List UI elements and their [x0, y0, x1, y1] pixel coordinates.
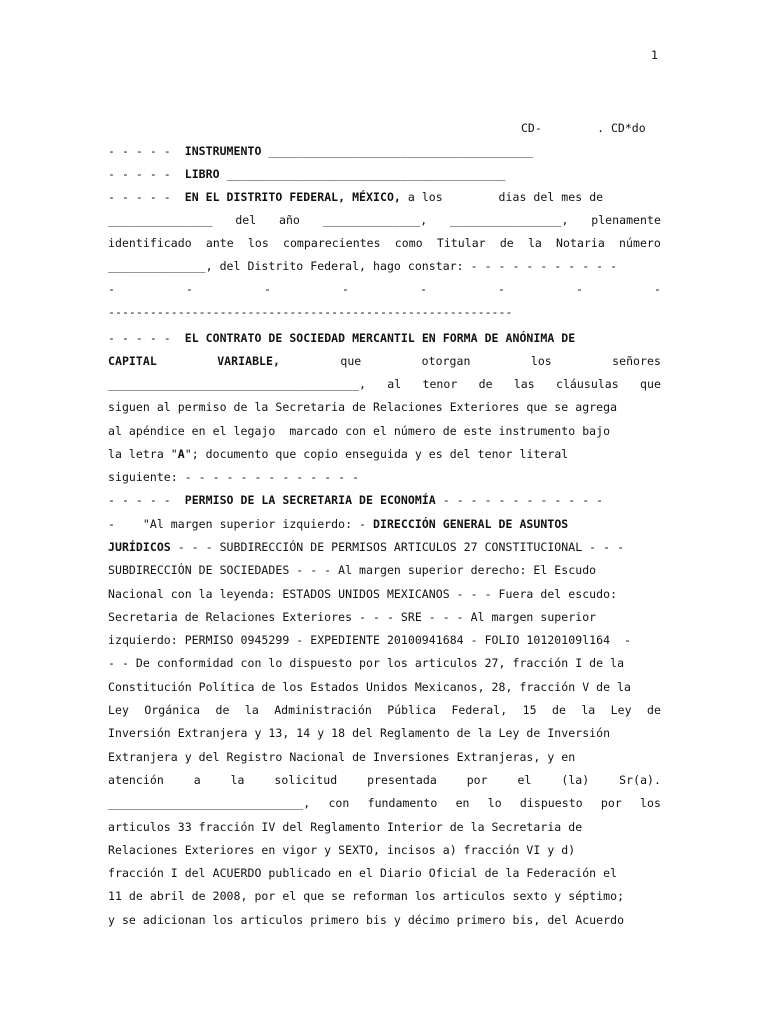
text-word: ____________________________________,: [108, 377, 367, 391]
header-code: CD- . CD*do: [521, 121, 646, 135]
text-word: (la): [561, 773, 590, 787]
text-line: [108, 656, 661, 670]
text-line: [108, 889, 661, 903]
text-line: [108, 305, 661, 319]
text-segment: Secretaria de Relaciones Exteriores - - - SRE - - - Al margen superior: [108, 610, 597, 624]
text-segment: ________________________________________: [219, 167, 506, 181]
text-word: identificado: [108, 236, 192, 250]
text-segment: "; documento que copio enseguida y es del tenor literal: [184, 447, 569, 461]
text-word: -: [342, 282, 349, 296]
text-segment: - "Al margen superior izquierdo: -: [108, 517, 373, 531]
text-word: por: [600, 796, 622, 810]
text-word: a: [193, 773, 201, 787]
text-segment: siguen al permiso de la Secretaria de Relaciones Exteriores que se agrega: [108, 400, 618, 414]
page-number: 1: [651, 48, 659, 62]
text-word: de: [215, 703, 230, 717]
text-word: ______________,: [322, 213, 428, 227]
text-line: [108, 190, 661, 204]
text-segment: - - - - -: [108, 144, 185, 158]
text-word: que: [640, 377, 661, 391]
text-line: [108, 400, 661, 414]
text-word: ante: [205, 236, 234, 250]
text-segment: izquierdo: PERMISO 0945299 - EXPEDIENTE 20100941684 - FOLIO 10120109l164 -: [108, 633, 632, 647]
text-word: al: [387, 377, 402, 391]
text-word: Orgánica: [144, 703, 201, 717]
bold-text: PERMISO DE LA SECRETARIA DE ECONOMÍA: [184, 493, 436, 507]
text-segment: siguiente: - - - - - - - - - - - - -: [108, 470, 360, 484]
text-segment: al apéndice en el legajo marcado con el número de este instrumento bajo: [108, 424, 611, 438]
text-word: del: [235, 213, 257, 227]
text-segment: Extranjera y del Registro Nacional de Inversiones Extranjeras, y en: [108, 750, 576, 764]
text-word: _______________: [108, 213, 213, 227]
text-segment: Nacional con la leyenda: ESTADOS UNIDOS MEXICANOS - - - Fuera del escudo:: [108, 587, 618, 601]
text-line: [108, 563, 661, 577]
text-segment: y se adicionan los articulos primero bis y décimo primero bis, del Acuerdo: [108, 913, 625, 927]
text-line: [108, 377, 661, 391]
text-line: [108, 843, 661, 857]
text-line: [108, 796, 661, 810]
text-line: [108, 726, 661, 740]
text-word: en: [455, 796, 470, 810]
text-segment: SUBDIRECCIÓN DE SOCIEDADES - - - Al margen superior derecho: El Escudo: [108, 563, 597, 577]
text-line: [108, 517, 661, 531]
text-line: [108, 913, 661, 927]
text-word: CAPITAL: [108, 354, 157, 368]
text-segment: - - - SUBDIRECCIÓN DE PERMISOS ARTICULOS 27 CONSTITUCIONAL - - -: [170, 540, 625, 554]
text-word: ____________________________,: [108, 796, 311, 810]
text-line: [108, 703, 661, 717]
text-word: -: [498, 282, 505, 296]
text-word: tenor: [422, 377, 458, 391]
text-line: [108, 447, 661, 461]
text-word: de: [478, 377, 493, 391]
text-word: -: [108, 282, 115, 296]
text-segment: la letra ": [108, 447, 178, 461]
text-segment: articulos 33 fracción IV del Reglamento Interior de la Secretaria de: [108, 820, 583, 834]
text-segment: - - De conformidad con lo dispuesto por los articulos 27, fracción I de la: [108, 656, 625, 670]
bold-text: EN EL DISTRITO FEDERAL, MÉXICO,: [184, 190, 401, 204]
text-word: número: [619, 236, 661, 250]
text-word: -: [420, 282, 427, 296]
text-word: -: [654, 282, 661, 296]
text-word: Titular: [436, 236, 486, 250]
text-word: de: [646, 703, 661, 717]
bold-text: LIBRO: [184, 167, 220, 181]
text-word: los: [247, 236, 269, 250]
text-segment: Inversión Extranjera y 13, 14 y 18 del Reglamento de la Ley de Inversión: [108, 726, 611, 740]
text-word: lo: [487, 796, 502, 810]
text-word: los: [530, 354, 552, 368]
text-word: el: [517, 773, 532, 787]
text-line: [108, 236, 661, 250]
text-word: los: [640, 796, 661, 810]
text-word: -: [264, 282, 271, 296]
text-line: [108, 680, 661, 694]
text-line: [108, 282, 661, 296]
text-segment: Relaciones Exteriores en vigor y SEXTO, incisos a) fracción VI y d): [108, 843, 576, 857]
text-word: -: [576, 282, 583, 296]
text-word: Ley: [108, 703, 129, 717]
text-word: la: [230, 773, 245, 787]
text-word: dispuesto: [519, 796, 583, 810]
text-word: presentada: [367, 773, 437, 787]
text-word: de: [499, 236, 514, 250]
text-word: la: [581, 703, 596, 717]
text-word: -: [186, 282, 193, 296]
bold-text: JURÍDICOS: [108, 540, 171, 554]
text-word: solicitud: [274, 773, 338, 787]
text-segment: - - - - -: [108, 167, 185, 181]
text-word: de: [551, 703, 566, 717]
text-word: la: [527, 236, 542, 250]
text-word: VARIABLE,: [217, 354, 280, 368]
text-word: Sr(a).: [619, 773, 661, 787]
text-line: [108, 354, 661, 368]
text-line: [108, 331, 661, 345]
text-line: [108, 610, 661, 624]
text-word: plenamente: [591, 213, 661, 227]
text-line: [108, 493, 661, 507]
text-word: ________________,: [449, 213, 569, 227]
text-line: [108, 633, 661, 647]
text-line: [108, 750, 661, 764]
text-line: [108, 424, 661, 438]
text-line: [108, 213, 661, 227]
text-word: cláusulas: [555, 377, 619, 391]
text-word: fundamento: [367, 796, 438, 810]
text-line: [108, 259, 661, 273]
text-segment: a los dias del mes de: [400, 190, 604, 204]
text-line: [108, 167, 661, 181]
text-line: [108, 773, 661, 787]
text-segment: - - - - -: [108, 190, 185, 204]
text-word: Ley: [610, 703, 632, 717]
text-word: por: [466, 773, 488, 787]
text-word: Federal,: [451, 703, 508, 717]
bold-text: INSTRUMENTO: [184, 144, 262, 158]
text-segment: ______________________________________: [261, 144, 534, 158]
text-segment: Constitución Política de los Estados Unidos Mexicanos, 28, fracción V de la: [108, 680, 632, 694]
text-word: que: [340, 354, 362, 368]
text-segment: ______________, del Distrito Federal, hago constar: - - - - - - - - - - -: [108, 259, 618, 273]
text-word: con: [328, 796, 350, 810]
text-segment: - - - - - - - - - - - -: [435, 493, 604, 507]
text-line: [108, 866, 661, 880]
bold-text: DIRECCIÓN GENERAL DE ASUNTOS: [373, 517, 569, 531]
text-line: [108, 540, 661, 554]
text-word: año: [278, 213, 300, 227]
bold-text: EL CONTRATO DE SOCIEDAD MERCANTIL EN FORMA DE ANÓNIMA DE: [184, 331, 576, 345]
text-word: Pública: [387, 703, 437, 717]
text-word: como: [394, 236, 423, 250]
text-word: otorgan: [421, 354, 471, 368]
text-line: [108, 820, 661, 834]
text-word: atención: [108, 773, 164, 787]
text-word: las: [513, 377, 535, 391]
text-word: comparecientes: [282, 236, 381, 250]
text-line: [108, 144, 661, 158]
text-line: [108, 470, 661, 484]
text-word: señores: [612, 354, 661, 368]
text-line: [108, 587, 661, 601]
text-segment: - - - - -: [108, 493, 185, 507]
text-segment: fracción I del ACUERDO publicado en el Diario Oficial de la Federación el: [108, 866, 618, 880]
text-word: Administración: [274, 703, 372, 717]
text-segment: - - - - -: [108, 331, 185, 345]
text-segment: ----------------------------------------------------------: [108, 305, 513, 319]
text-word: la: [244, 703, 259, 717]
text-segment: 11 de abril de 2008, por el que se reforman los articulos sexto y séptimo;: [108, 889, 625, 903]
text-word: 15: [522, 703, 537, 717]
text-word: Notaria: [556, 236, 605, 250]
bold-text: A: [177, 447, 185, 461]
